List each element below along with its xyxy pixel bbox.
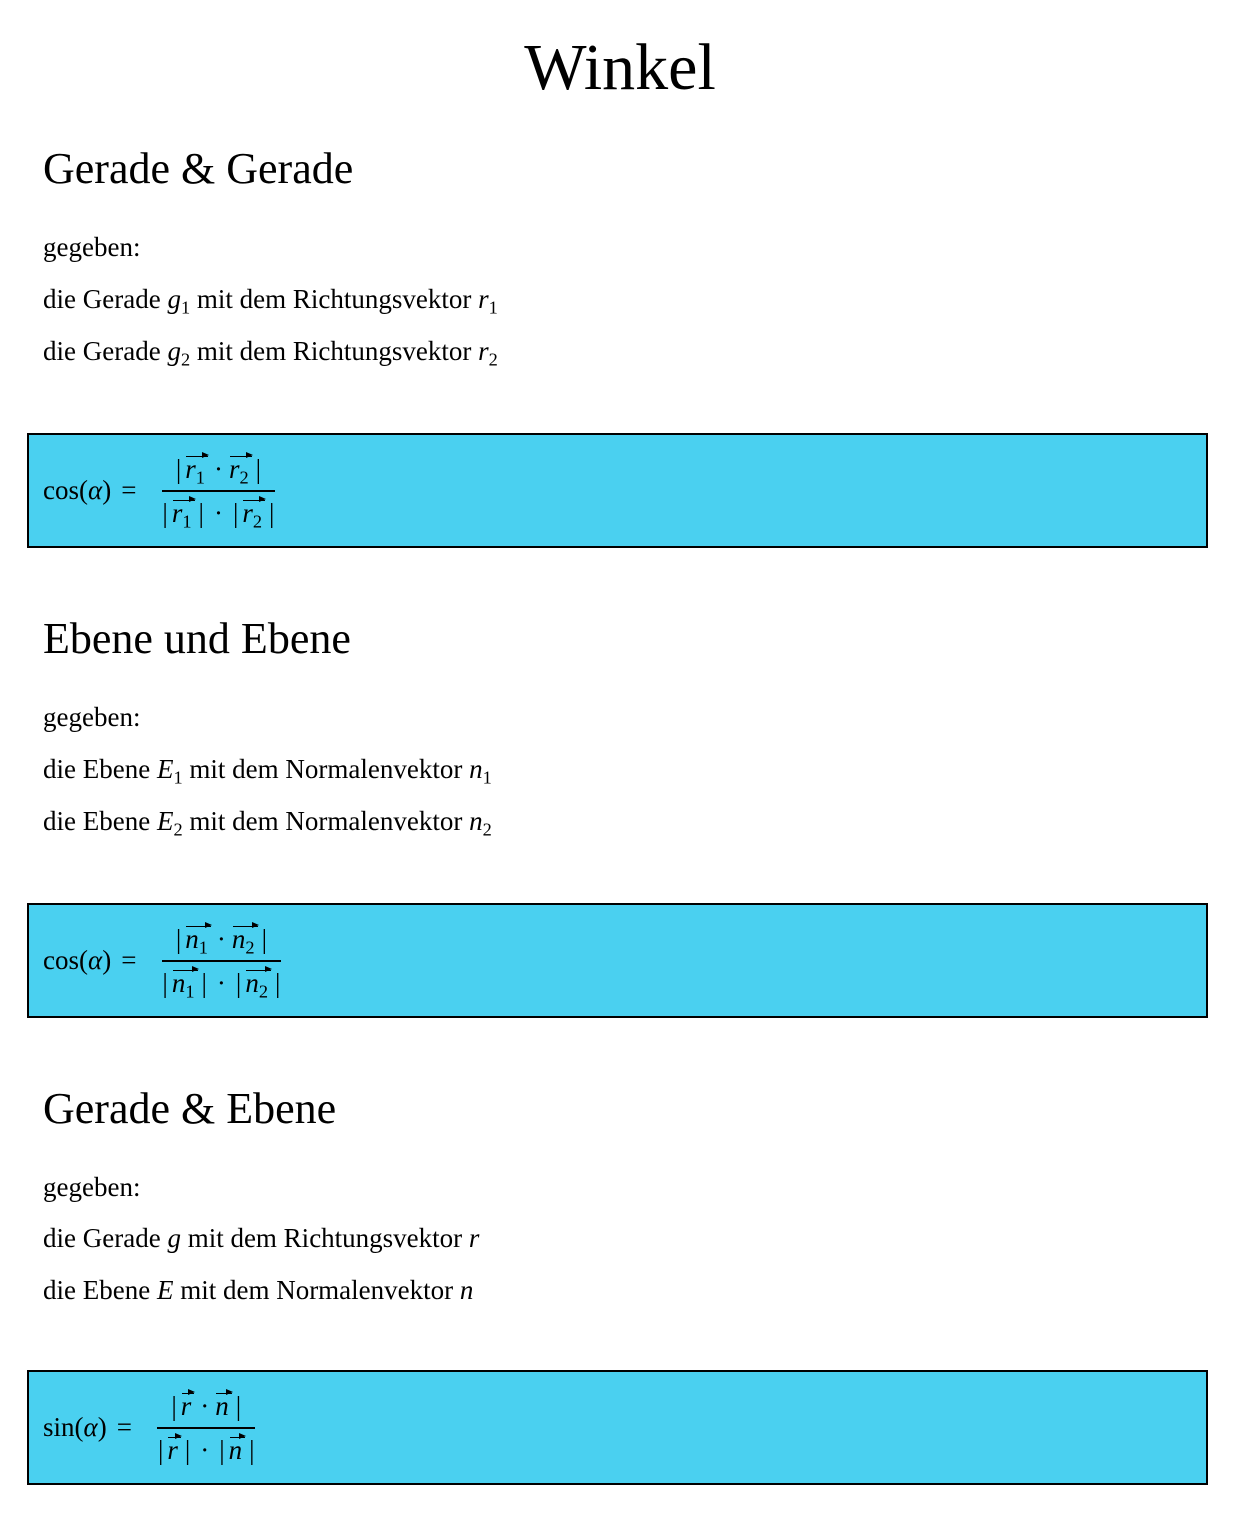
line-text: die Gerade (43, 284, 168, 314)
vector-index: 2 (258, 981, 269, 1001)
vector-symbol: n (171, 967, 186, 998)
fraction-denominator: | $r_1$ | · | $r_2$ | (162, 497, 275, 531)
formula-angle: α (88, 475, 103, 505)
given-label: gegeben: (43, 1172, 141, 1202)
vector-symbol: n (215, 1390, 229, 1421)
vector-index: 1 (198, 937, 208, 957)
fraction-denominator: | $n_1$ | · | $n_2$ | (162, 967, 281, 1001)
vector-symbol: r (180, 1390, 192, 1421)
line-vector-symbol: r (478, 336, 489, 366)
line-text: die Ebene (43, 754, 157, 784)
vector-symbol: n (228, 1434, 243, 1465)
line-text: die Ebene (43, 1275, 157, 1305)
vector-index: 2 (252, 511, 263, 531)
line-text: mit dem Richtungsvektor (190, 336, 479, 366)
formula-angle: α (83, 1412, 98, 1442)
vector-symbol: n (231, 923, 246, 954)
section-heading-gerade-gerade: Gerade & Gerade (43, 144, 354, 193)
fraction (148, 923, 294, 1001)
vector-symbol: r (171, 497, 183, 528)
line-vector-index: 2 (488, 349, 498, 370)
vector-symbol: r (167, 1434, 178, 1465)
vector-symbol: n (185, 923, 199, 954)
line-text: mit dem Normalenvektor (173, 1275, 460, 1305)
given-line (43, 804, 492, 838)
fraction-numerator: | $n_1 \cdot n_2$ | (162, 924, 281, 962)
formula: cos(α) = $\frac{| r_1 \cdot r_2 |}{| r_1 | \cdot | r_2 |}$ (43, 435, 288, 546)
formula-angle: α (88, 945, 103, 975)
vector-index: 2 (245, 937, 255, 957)
fraction-numerator: | $r_1 \cdot r_2$ | (162, 454, 275, 492)
line-vector-symbol: r (468, 1223, 480, 1253)
formula-function: sin (43, 1412, 75, 1442)
line-vector-symbol: n (469, 754, 483, 784)
line-text: mit dem Richtungsvektor (190, 284, 479, 314)
line-symbol-index: 2 (180, 349, 191, 370)
given-label: gegeben: (43, 232, 141, 262)
fraction-denominator: | r | · | n | (157, 1434, 255, 1465)
line-symbol-index: 1 (173, 767, 183, 788)
formula: cos(α) = $\frac{| n_1 \cdot n_2 |}{| n_1 | \cdot | n_2 |}$ (43, 905, 294, 1016)
line-symbol: E (156, 806, 174, 836)
formula-box (27, 1370, 1208, 1485)
vector-index: 1 (195, 467, 205, 487)
line-vector-symbol: r (478, 284, 489, 314)
line-text: mit dem Normalenvektor (182, 754, 470, 784)
given-line (43, 282, 498, 316)
section-heading-ebene-ebene: Ebene und Ebene (43, 614, 351, 663)
line-vector-index: 1 (482, 767, 492, 788)
line-text: die Gerade (43, 1223, 168, 1253)
line-symbol-index: 1 (180, 297, 191, 318)
given-line (43, 752, 492, 786)
fraction-numerator: | r · n | (157, 1391, 255, 1429)
line-text: mit dem Richtungsvektor (180, 1223, 469, 1253)
line-vector-index: 2 (482, 819, 492, 840)
line-vector-symbol: n (469, 806, 483, 836)
line-symbol: g (167, 336, 181, 366)
given-line (43, 334, 498, 368)
formula-box (27, 903, 1208, 1018)
line-vector-index: 1 (488, 297, 498, 318)
formula: sin(α) = $\frac{| r \cdot n |}{| r | \cdot | n |}$ (43, 1372, 269, 1483)
vector-index: 2 (239, 467, 249, 487)
fraction (144, 1391, 269, 1465)
page-title: Winkel (524, 31, 716, 104)
formula-box (27, 433, 1208, 548)
vector-symbol: r (185, 453, 196, 484)
given-line (43, 1273, 473, 1307)
given-line (43, 1221, 479, 1255)
line-symbol: g (167, 284, 181, 314)
line-symbol: g (167, 1223, 181, 1253)
vector-index: 1 (185, 981, 195, 1001)
vector-symbol: r (242, 497, 253, 528)
line-symbol: E (156, 1275, 174, 1305)
line-symbol: E (156, 754, 174, 784)
formula-function: cos (43, 945, 79, 975)
line-text: die Ebene (43, 806, 157, 836)
line-text: die Gerade (43, 336, 168, 366)
line-vector-symbol: n (459, 1275, 474, 1305)
vector-index: 1 (182, 511, 192, 531)
line-text: mit dem Normalenvektor (182, 806, 470, 836)
vector-symbol: n (245, 967, 259, 998)
vector-symbol: r (228, 453, 240, 484)
line-symbol-index: 2 (173, 819, 183, 840)
given-label: gegeben: (43, 702, 141, 732)
section-heading-gerade-ebene: Gerade & Ebene (43, 1084, 337, 1133)
formula-function: cos (43, 475, 79, 505)
fraction (148, 453, 288, 531)
